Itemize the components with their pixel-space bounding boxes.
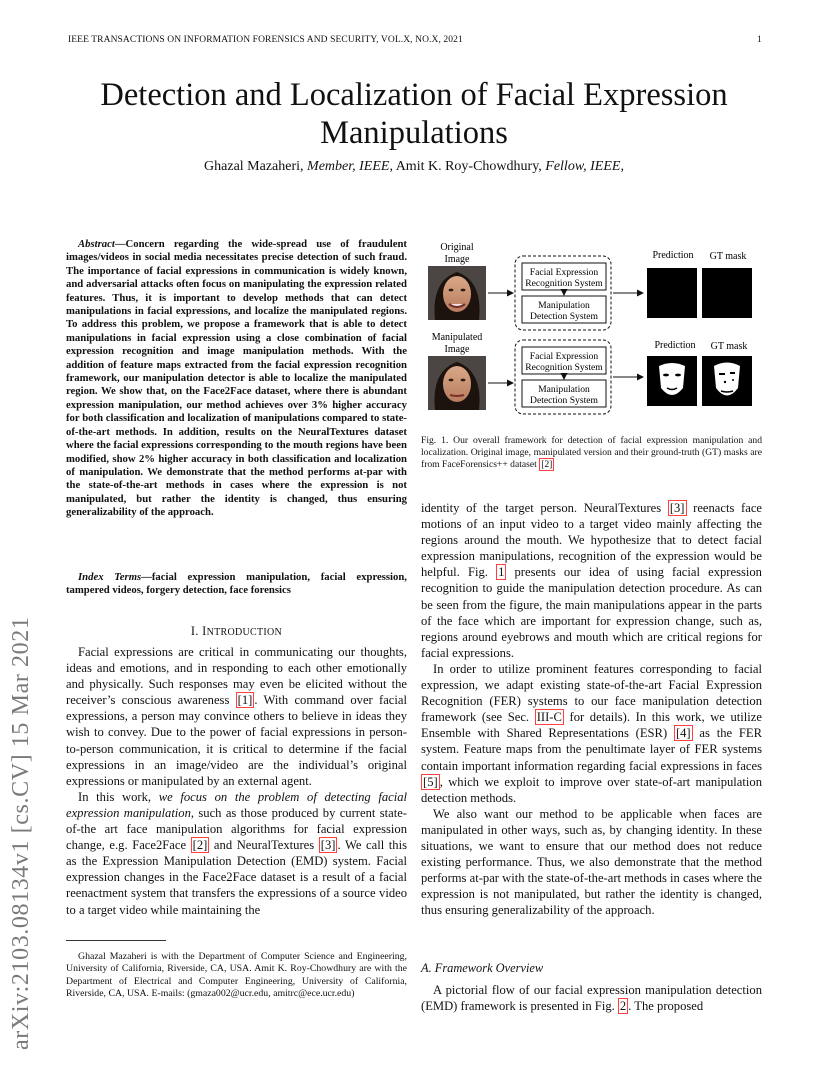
citation-link[interactable]: [3] <box>669 501 685 515</box>
right-paragraph-2 <box>421 661 762 806</box>
intro-paragraph-1 <box>66 644 407 789</box>
text-run: . With command over facial expressions, a person may convince others to believe in ideas they wish to convey. Due to the power of facial expressions in person-to-person communication, it is critical to determine if the facial expressions in an image/video are the individual’s original expressions or manipulated by an external agent. <box>66 693 407 788</box>
original-face-image <box>428 266 486 320</box>
emphasis-text: we focus on the problem of detecting facial expression manipulation <box>66 789 408 820</box>
introduction-body <box>66 644 407 918</box>
gt-mask-original <box>702 268 752 318</box>
right-column-body <box>421 500 762 918</box>
author-1-name: Ghazal Mazaheri, <box>204 159 304 174</box>
author-1-role: Member, IEEE, <box>307 159 393 174</box>
section-initial: I <box>202 624 207 638</box>
mds-box-label-line1: Manipulation <box>538 384 590 395</box>
prediction-mask-original <box>647 268 697 318</box>
citation-link[interactable]: [2] <box>192 838 208 853</box>
abstract-text: —Concern regarding the wide-spread use of fraudulent images/videos in social media necessitates precise detection of such fraud. The importance of facial expressions in communication is widely known, and adversarial attacks often focus on manipulating the expression related features. Thus, it is important to develop methods that can detect manipulations in facial expressions, and localize the manipulated regions. To address this problem, we propose a framework that is able to detect manipulations in facial expression using a close combination of facial expression recognition and image manipulation methods. With the addition of feature maps extracted from the facial expression recognition framework, our manipulation detector is able to localize the manipulated region. We show that, on the Face2Face dataset, where there is abundant expression manipulation, our method achieves over 3% higher accuracy for both classification and localization of manipulations compared to state-of-the-art methods. In addition, results on the NeuralTextures dataset where the facial expressions corresponding to the mouth regions have been modified, show 2% higher accuracy in both classification and localization of manipulation. We demonstrate that the method performs at-par with the state-of-the-art methods in cases where the expression is not manipulated, but rather the identity is changed, thus ensuring generalizability of the approach. <box>66 238 407 519</box>
manipulated-image-label-line2: Image <box>444 344 470 355</box>
section-link[interactable]: III-C <box>536 710 562 725</box>
prediction-mask-manipulated <box>647 356 697 406</box>
text-run: In order to utilize prominent features corresponding to facial expression, we adapt existing state-of-the-art Facial Expression Recognition (FER) systems to our face manipulation detection framework (see Sec. <box>421 661 762 725</box>
text-run: , which we exploit to improve over state-of-art manipulation detection methods. <box>421 774 762 805</box>
figure-link[interactable]: 2 <box>619 999 627 1014</box>
text-run: identity of the target person. NeuralTextures <box>421 501 668 515</box>
section-title-rest: NTRODUCTION <box>206 627 283 638</box>
text-run: , such as those produced by current state-of-the art face manipulation algorithms for facial expression change, e.g. Face2Face <box>66 805 407 853</box>
text-run: reenacts face motions of an input video to a target video mainly affecting the regions around the mouth. We hypothesize that to detect facial expression manipulations, recognition of the expression would be helpful. Fig. <box>421 501 762 580</box>
index-terms-text: —facial expression manipulation, facial expression, tampered videos, forgery detection, face forensics <box>66 571 407 597</box>
fer-box-label-line1: Facial Expression <box>529 267 599 278</box>
figure-link[interactable]: 1 <box>498 565 505 580</box>
paper-title: Detection and Localization of Facial Expression Manipulations <box>100 77 728 151</box>
right-paragraph-3: We also want our method to be applicable when faces are manipulated in other ways, such as, by changing identity. In these situations, we want to ensure that our method does not reduce existing performance. Thus, we also demonstrate that the method performs at-par with the state-of-the-art methods in cases where the expression is not manipulated, but rather the identity is changed, thus ensuring generalizability of the approach. <box>421 806 762 918</box>
intro-paragraph-2 <box>66 789 407 918</box>
figure-1 <box>421 236 766 426</box>
fer-box-label-line2: Recognition System <box>525 278 603 289</box>
abstract-label: Abstract <box>78 238 115 250</box>
footnote-rule <box>66 940 166 941</box>
figure-1-caption <box>421 435 762 471</box>
text-run: . The proposed <box>628 999 704 1014</box>
section-heading-introduction <box>66 624 407 639</box>
footnote: Ghazal Mazaheri is with the Department of Computer Science and Engineering, University of California, Riverside, CA, USA. Amit K. Roy-Chowdhury are with the Department of Electrical and Computer Engineering, University of California, Riverside, CA, USA. E-mails: (gmaza002@ucr.edu, amitrc@ece.ucr.edu) <box>66 951 407 1000</box>
mds-box-label-line2: Detection System <box>530 311 598 322</box>
manipulated-face-image <box>428 356 486 410</box>
author-line <box>60 159 768 175</box>
mds-box-label-line2: Detection System <box>530 395 598 406</box>
mds-box-label-line1: Manipulation <box>538 300 590 311</box>
citation-link[interactable]: [4] <box>675 726 691 741</box>
citation-link[interactable]: [2] <box>541 459 553 471</box>
text-run: A pictorial flow of our facial expression manipulation detection (EMD) framework is presented in Fig. <box>421 983 762 1014</box>
abstract <box>66 238 407 520</box>
text-run: In this work, <box>78 789 159 804</box>
arxiv-stamp: arXiv:2103.08134v1 [cs.CV] 15 Mar 2021 <box>8 616 34 1050</box>
author-2-role: Fellow, IEEE, <box>545 159 624 174</box>
text-run: as the FER system. Feature maps from the penultimate layer of FER systems contain important information regarding facial expressions in faces <box>421 726 762 773</box>
index-terms-label: Index Terms <box>78 571 142 583</box>
citation-link[interactable]: [3] <box>320 838 336 853</box>
page-number: 1 <box>757 35 762 45</box>
text-run: Facial expressions are critical in communicating our thoughts, ideas and emotions, and in responding to each other emotionally and physically. Such responses may even be elicited without the receiver’s conscious awareness <box>66 645 407 708</box>
gt-mask-header-top: GT mask <box>709 251 747 262</box>
framework-diagram <box>421 236 766 426</box>
gt-mask-manipulated <box>702 356 752 406</box>
text-run: for details). In this work, we utilize Ensemble with Shared Representations (ESR) <box>421 710 762 741</box>
original-image-label-line2: Image <box>444 254 470 265</box>
citation-link[interactable]: [5] <box>423 774 438 789</box>
citation-link[interactable]: [1] <box>237 693 253 708</box>
fer-box-label-line1: Facial Expression <box>529 351 599 362</box>
author-2-name: Amit K. Roy-Chowdhury, <box>395 159 542 174</box>
prediction-header-top: Prediction <box>652 250 694 261</box>
subsection-body <box>421 982 762 1014</box>
subsection-heading: A. Framework Overview <box>421 961 544 975</box>
text-run: . We call this as the Expression Manipulation Detection (EMD) system. Facial expression changes in the Face2Face dataset is a result of a facial reenactment system that transfers the expressions of a source video to a target video while maintaining the <box>66 838 407 917</box>
journal-header: IEEE TRANSACTIONS ON INFORMATION FORENSICS AND SECURITY, VOL.X, NO.X, 2021 <box>68 35 463 45</box>
manipulated-image-label-line1: Manipulated <box>431 332 483 343</box>
gt-mask-header-bottom: GT mask <box>710 341 748 352</box>
prediction-header-bottom: Prediction <box>654 340 696 351</box>
text-run: presents our idea of using facial expression recognition to guide the manipulation detection procedure. As can be seen from the figure, the main manipulations appear in the parts of the face which are important for expression change, such as, regions around eyebrows and mouth which are critical regions for facial expressions. <box>421 565 762 660</box>
caption-text: Fig. 1. Our overall framework for detection of facial expression manipulation and localization. Original image, manipulated version and their ground-truth (GT) masks are from FaceForensics++ dataset <box>421 435 762 471</box>
index-terms <box>66 571 407 598</box>
section-numeral: I. <box>190 624 203 638</box>
text-run: and NeuralTextures <box>209 838 319 853</box>
fer-box-label-line2: Recognition System <box>525 362 603 373</box>
right-paragraph-1 <box>421 500 762 661</box>
subsection-paragraph <box>421 982 762 1014</box>
original-image-label-line1: Original <box>440 242 474 253</box>
